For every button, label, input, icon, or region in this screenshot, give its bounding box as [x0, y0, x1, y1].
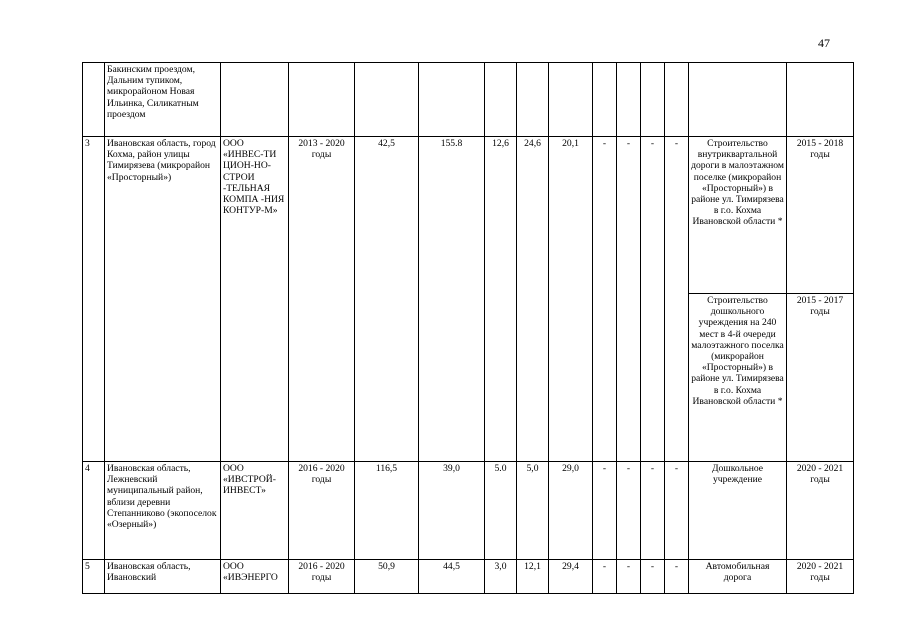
page-number: 47: [818, 36, 830, 50]
dash-cell: -: [641, 560, 665, 594]
developer-cell: ООО «ИНВЕС-ТИ ЦИОН-НО-СТРОИ -ТЕЛЬНАЯ КОМПА -НИЯ КОНТУР-М»: [221, 137, 289, 462]
value-cell: [355, 63, 419, 137]
dash-cell: -: [641, 137, 665, 462]
row-number: 4: [83, 462, 105, 560]
value-cell: 50,9: [355, 560, 419, 594]
value-cell: 116,5: [355, 462, 419, 560]
object-period-cell: 2020 - 2021 годы: [787, 462, 854, 560]
object-cell: [689, 63, 787, 137]
value-cell: 42,5: [355, 137, 419, 462]
value-cell: [485, 63, 517, 137]
table-row: [83, 63, 854, 137]
dash-cell: -: [641, 462, 665, 560]
object-period-cell: [787, 63, 854, 137]
location-cell: Ивановская область, Лежневский муниципальный район, вблизи деревни Степанниково (экопоселок «Озерный»): [105, 462, 221, 560]
value-cell: 5.0: [485, 462, 517, 560]
dash-cell: -: [593, 462, 617, 560]
period-cell: [289, 63, 355, 137]
period-cell: 2013 - 2020 годы: [289, 137, 355, 462]
table-row: [83, 137, 854, 294]
value-cell: 12,1: [517, 560, 549, 594]
value-cell: 24,6: [517, 137, 549, 462]
value-cell: 44,5: [419, 560, 485, 594]
dash-cell: -: [593, 137, 617, 462]
dash-cell: -: [617, 462, 641, 560]
period-cell: 2016 - 2020 годы: [289, 560, 355, 594]
table-row: [83, 560, 854, 594]
dash-cell: [617, 63, 641, 137]
dash-cell: -: [617, 137, 641, 462]
value-cell: 5,0: [517, 462, 549, 560]
row-number: 3: [83, 137, 105, 462]
object-period-cell: 2015 - 2018 годы: [787, 137, 854, 294]
object-cell: Автомобильная дорога: [689, 560, 787, 594]
table-row: [83, 462, 854, 560]
dash-cell: [641, 63, 665, 137]
location-cell: Ивановская область, Ивановский: [105, 560, 221, 594]
dash-cell: -: [665, 462, 689, 560]
value-cell: 20,1: [549, 137, 593, 462]
value-cell: 29,4: [549, 560, 593, 594]
dash-cell: -: [593, 560, 617, 594]
dash-cell: [665, 63, 689, 137]
dash-cell: -: [617, 560, 641, 594]
object-period-cell: 2015 - 2017 годы: [787, 294, 854, 462]
location-cell: Бакинским проездом, Дальним тупиком, микрорайоном Новая Ильинка, Силикатным проездом: [105, 63, 221, 137]
value-cell: [419, 63, 485, 137]
investment-projects-table: [82, 62, 854, 594]
dash-cell: -: [665, 137, 689, 462]
object-cell: Строительство дошкольного учреждения на 240 мест в 4-й очереди малоэтажного поселка (микрорайон «Просторный») в районе ул. Тимирязева в г.о. Кохма Ивановской области *: [689, 294, 787, 462]
developer-cell: [221, 63, 289, 137]
dash-cell: -: [665, 560, 689, 594]
developer-cell: ООО «ИВЭНЕРГО: [221, 560, 289, 594]
object-cell: Дошкольное учреждение: [689, 462, 787, 560]
object-cell: Строительство внутриквартальной дороги в малоэтажном поселке (микрорайон «Просторный») в районе ул. Тимирязева в г.о. Кохма Ивановской области *: [689, 137, 787, 294]
value-cell: [549, 63, 593, 137]
value-cell: 39,0: [419, 462, 485, 560]
value-cell: [517, 63, 549, 137]
value-cell: 3,0: [485, 560, 517, 594]
dash-cell: [593, 63, 617, 137]
value-cell: 29,0: [549, 462, 593, 560]
row-number: 5: [83, 560, 105, 594]
developer-cell: ООО «ИВСТРОЙ-ИНВЕСТ»: [221, 462, 289, 560]
value-cell: 12,6: [485, 137, 517, 462]
value-cell: 155.8: [419, 137, 485, 462]
location-cell: Ивановская область, город Кохма, район улицы Тимирязева (микрорайон «Просторный»): [105, 137, 221, 462]
object-period-cell: 2020 - 2021 годы: [787, 560, 854, 594]
period-cell: 2016 - 2020 годы: [289, 462, 355, 560]
row-number: [83, 63, 105, 137]
